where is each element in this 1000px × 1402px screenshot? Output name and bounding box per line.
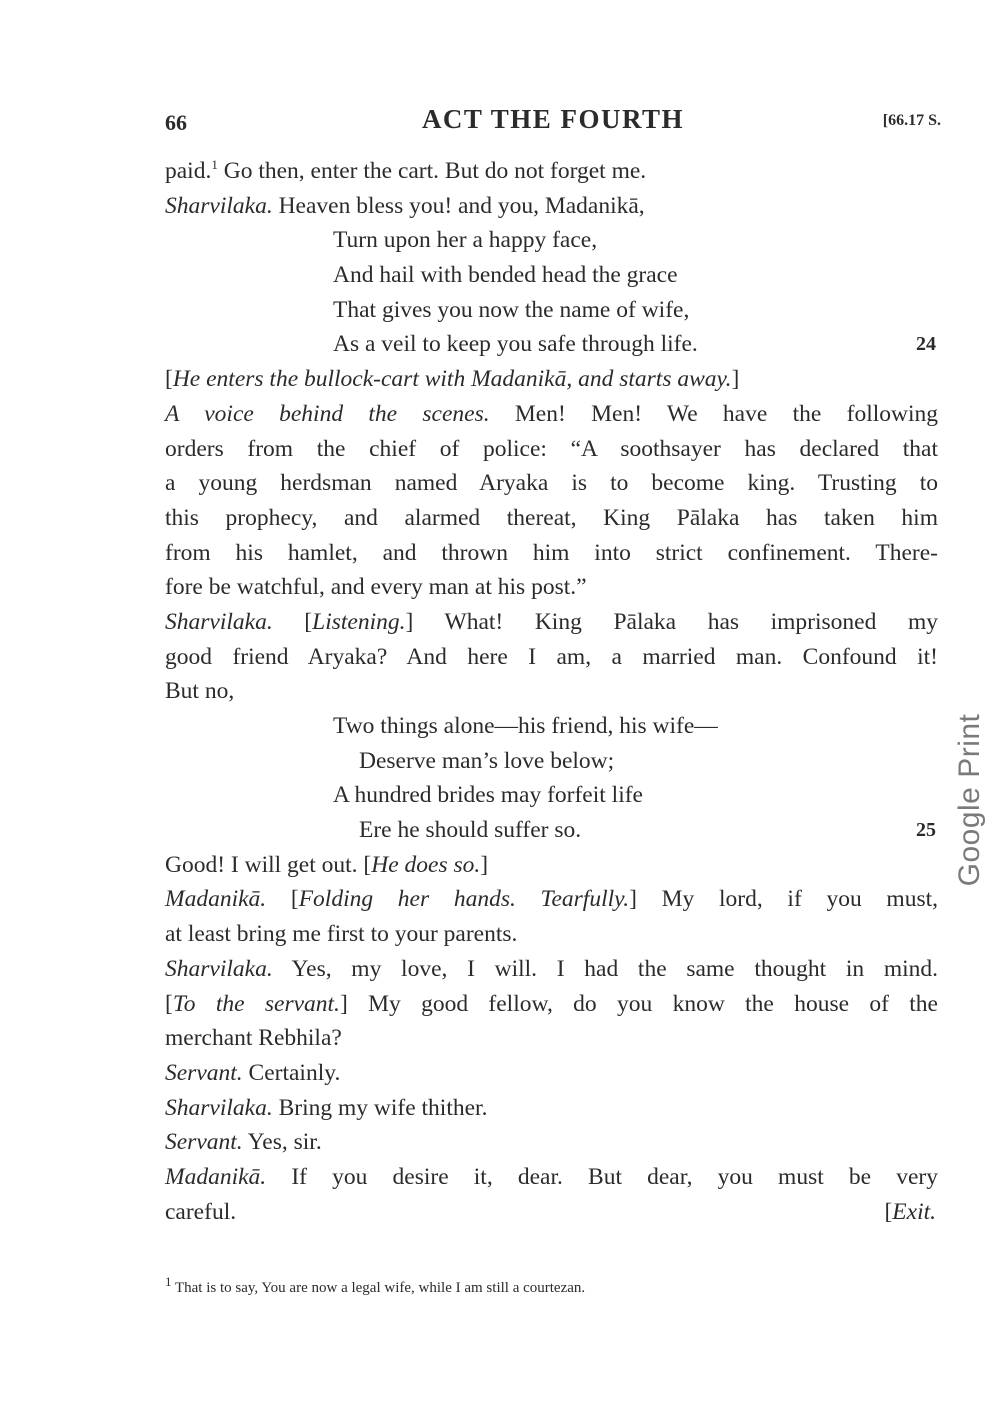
speech-line	[165, 987, 938, 1022]
text-fragment: paid.	[165, 158, 212, 184]
stage-direction-text: To the servant.	[172, 990, 340, 1017]
stage-direction-text: He enters the bullock-cart with Madanikā, and starts away.	[172, 366, 732, 393]
speech-line	[165, 1056, 938, 1091]
speaker-name: Sharvilaka.	[165, 1094, 273, 1121]
speech-line	[165, 848, 938, 883]
speech-text: Heaven bless you! and you, Madanikā,	[272, 192, 645, 219]
bracket: ]	[629, 886, 637, 913]
speech-text: Good! I will get out. [	[165, 851, 372, 878]
bracket: [	[165, 990, 173, 1017]
speech-line	[165, 1091, 938, 1126]
speaker-name: Sharvilaka.	[165, 955, 273, 982]
stage-direction-text: Exit.	[892, 1198, 936, 1225]
verse-line: A hundred brides may forfeit life	[333, 782, 643, 809]
speech-text: Certainly.	[242, 1059, 341, 1086]
speech-text: Men! Men! We have the following	[489, 400, 938, 427]
speaker-name: Servant.	[165, 1129, 243, 1156]
watermark-text: Google Print	[953, 713, 986, 887]
bracket: ]	[405, 608, 414, 635]
speech-line: good friend Aryaka? And here I am, a married man. Confound it!	[165, 643, 938, 670]
verse-line: Two things alone—his friend, his wife—	[333, 713, 718, 739]
footnote-marker: 1	[165, 1274, 172, 1289]
bracket: ]	[731, 366, 740, 393]
speech-line: at least bring me first to your parents.	[165, 921, 518, 948]
page-reference: [66.17 S.	[882, 112, 941, 129]
stage-direction-text: Listening.	[312, 608, 406, 635]
speech-line: this prophecy, and alarmed thereat, King Pālaka has taken him	[165, 504, 938, 531]
speech-line	[165, 1160, 938, 1195]
verse-line: And hail with bended head the grace	[333, 262, 678, 289]
verse-line: Deserve man’s love below;	[359, 747, 615, 774]
speech-text: My good fellow, do you know the house of the	[347, 990, 938, 1017]
speech-text: careful.	[165, 1198, 237, 1225]
google-print-watermark	[940, 690, 1000, 910]
speech-line: orders from the chief of police: “A soothsayer has declared that	[165, 435, 938, 462]
stage-direction	[165, 362, 938, 397]
speech-text: My lord, if you must,	[636, 886, 939, 913]
page-header	[165, 104, 941, 140]
bracket: ]	[480, 851, 489, 878]
bracket: ]	[339, 990, 348, 1017]
speech-text: Yes, my love, I will. I had the same thought in mind.	[272, 955, 938, 982]
footnote-marker: 1	[211, 157, 218, 173]
speech-line	[165, 605, 938, 640]
running-title: ACT THE FOURTH	[421, 104, 685, 134]
page-number: 66	[165, 110, 187, 135]
speech-line	[165, 952, 938, 987]
speech-text: What! King Pālaka has imprisoned my	[413, 608, 938, 635]
text-line	[165, 154, 938, 189]
speaker-name: Servant.	[165, 1059, 243, 1086]
speech-line	[165, 1125, 938, 1160]
exit-direction	[884, 1195, 936, 1230]
speech-text: Yes, sir.	[242, 1129, 322, 1156]
speaker-name: Madanikā.	[165, 886, 267, 913]
speech-text: Bring my wife thither.	[272, 1094, 488, 1121]
bracket: [	[272, 608, 313, 635]
verse-line	[165, 327, 938, 362]
verse-line: Turn upon her a happy face,	[333, 227, 598, 254]
speech-line: merchant Rebhila?	[165, 1025, 342, 1052]
verse-text: As a veil to keep you safe through life.	[333, 331, 698, 358]
speech-line	[165, 882, 938, 917]
speech-line	[165, 1195, 938, 1230]
body-text	[165, 154, 938, 1229]
verse-number: 25	[916, 819, 936, 842]
footnote	[165, 1274, 586, 1297]
speaker-name: Madanikā.	[165, 1163, 267, 1190]
bracket: [	[884, 1198, 893, 1225]
speaker-name: A voice behind the scenes.	[165, 400, 490, 427]
speaker-name: Sharvilaka.	[165, 192, 273, 219]
text-fragment: Go then, enter the cart. But do not forget me.	[217, 158, 647, 184]
verse-text: Ere he should suffer so.	[359, 817, 582, 844]
speech-text: If you desire it, dear. But dear, you must be very	[266, 1163, 938, 1190]
speech-line: a young herdsman named Aryaka is to become king. Trusting to	[165, 470, 938, 497]
verse-number: 24	[916, 333, 936, 356]
speech-line: But no,	[165, 678, 235, 705]
stage-direction-text: He does so.	[371, 851, 481, 878]
bracket: [	[266, 886, 299, 913]
speech-line	[165, 397, 938, 432]
bracket: [	[165, 366, 173, 393]
verse-line: That gives you now the name of wife,	[333, 296, 690, 323]
speech-line: fore be watchful, and every man at his post.”	[165, 574, 587, 601]
speaker-name: Sharvilaka.	[165, 608, 273, 635]
speech-line	[165, 189, 938, 224]
footnote-text: That is to say, You are now a legal wife, while I am still a courtezan.	[171, 1280, 586, 1296]
speech-line: from his hamlet, and thrown him into strict confinement. There-	[165, 539, 938, 566]
stage-direction-text: Folding her hands. Tearfully.	[298, 886, 630, 913]
verse-line	[165, 813, 938, 848]
